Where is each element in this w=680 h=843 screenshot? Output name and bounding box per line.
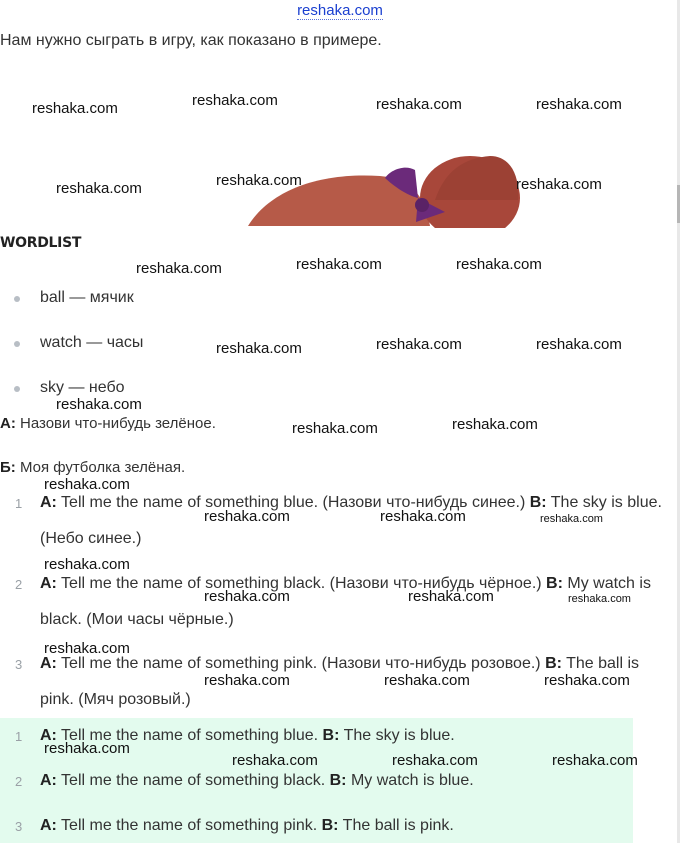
watermark: reshaka.com: [456, 256, 542, 273]
watermark: reshaka.com: [540, 513, 603, 525]
watermark: reshaka.com: [552, 752, 638, 769]
watermark: reshaka.com: [204, 508, 290, 525]
watermark: reshaka.com: [44, 556, 130, 573]
bullet-icon: [14, 341, 20, 347]
watermark: reshaka.com: [292, 420, 378, 437]
watermark: reshaka.com: [536, 96, 622, 113]
answer-item: A: Tell me the name of something pink. B: The ball is pink.: [40, 817, 454, 834]
wordlist-item: watch — часы: [40, 334, 144, 351]
watermark: reshaka.com: [516, 176, 602, 193]
example-line-b: Б: Моя футболка зелёная.: [0, 459, 186, 476]
wordlist-item: sky — небо: [40, 379, 125, 396]
watermark: reshaka.com: [392, 752, 478, 769]
wordlist-item: ball — мячик: [40, 289, 134, 306]
watermark: reshaka.com: [44, 740, 130, 757]
watermark: reshaka.com: [216, 172, 302, 189]
exercise-item: A: Tell me the name of something blue. (Назови что-нибудь синее.) B: The sky is blue. (Небо синее.): [40, 494, 662, 547]
answer-item: A: Tell me the name of something blue. B: The sky is blue.: [40, 727, 455, 744]
exercise-number: 3: [15, 657, 23, 672]
watermark: reshaka.com: [536, 336, 622, 353]
exercise-number: 1: [15, 496, 23, 511]
watermark: reshaka.com: [384, 672, 470, 689]
watermark: reshaka.com: [56, 396, 142, 413]
watermark: reshaka.com: [568, 593, 631, 605]
exercise-number: 2: [15, 577, 23, 592]
girl-illustration: [240, 150, 530, 228]
watermark: reshaka.com: [136, 260, 222, 277]
site-link[interactable]: reshaka.com: [297, 2, 383, 19]
watermark: reshaka.com: [452, 416, 538, 433]
answer-number: 2: [15, 774, 23, 789]
watermark: reshaka.com: [192, 92, 278, 109]
watermark: reshaka.com: [544, 672, 630, 689]
wordlist-heading: WORDLIST: [0, 235, 82, 251]
bullet-icon: [14, 296, 20, 302]
answer-number: 1: [15, 729, 23, 744]
watermark: reshaka.com: [408, 588, 494, 605]
watermark: reshaka.com: [376, 96, 462, 113]
watermark: reshaka.com: [204, 588, 290, 605]
watermark: reshaka.com: [44, 640, 130, 657]
answer-item: A: Tell me the name of something black. B: My watch is blue.: [40, 772, 474, 789]
task-intro: Нам нужно сыграть в игру, как показано в примере.: [0, 32, 382, 49]
answer-number: 3: [15, 819, 23, 834]
exercise-item: A: Tell me the name of something black. (Назови что-нибудь чёрное.) B: My watch is black. (Мои часы чёрные.): [40, 575, 651, 628]
watermark: reshaka.com: [32, 100, 118, 117]
watermark: reshaka.com: [376, 336, 462, 353]
exercise-item: A: Tell me the name of something pink. (Назови что-нибудь розовое.) B: The ball is pink. (Мяч розовый.): [40, 655, 640, 708]
bullet-icon: [14, 386, 20, 392]
watermark: reshaka.com: [44, 476, 130, 493]
example-line-a: А: Назови что-нибудь зелёное.: [0, 415, 216, 432]
watermark: reshaka.com: [216, 340, 302, 357]
watermark: reshaka.com: [232, 752, 318, 769]
watermark: reshaka.com: [204, 672, 290, 689]
watermark: reshaka.com: [296, 256, 382, 273]
watermark: reshaka.com: [380, 508, 466, 525]
watermark: reshaka.com: [56, 180, 142, 197]
